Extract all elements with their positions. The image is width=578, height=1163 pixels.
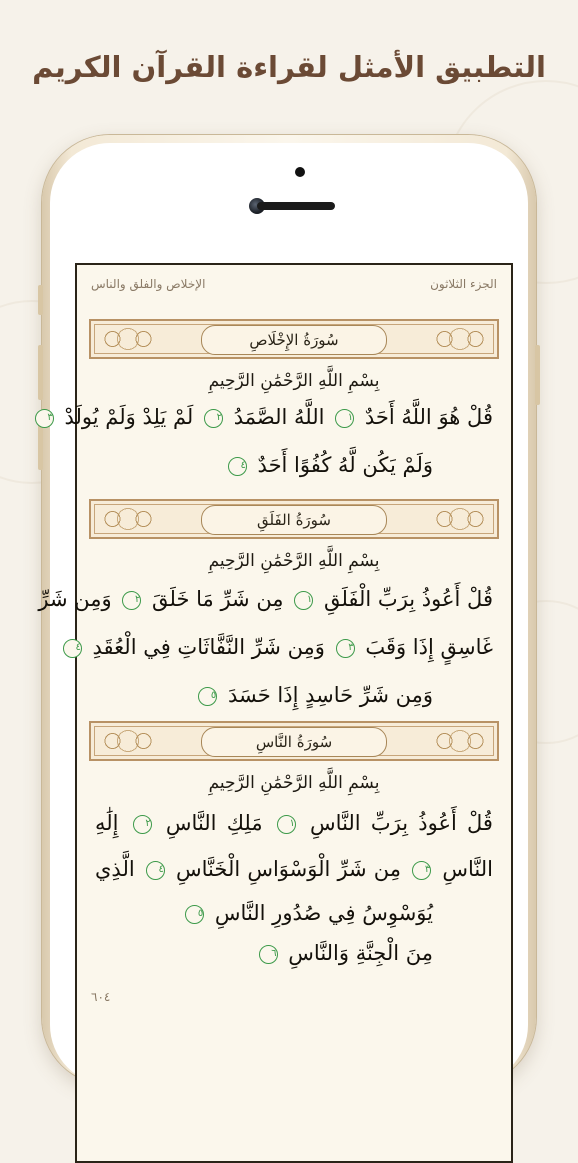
earpiece-speaker xyxy=(257,202,335,210)
verse-text: قُلْ أَعُوذُ بِرَبِّ الْفَلَقِ xyxy=(323,587,493,611)
surah-header-banner xyxy=(89,319,499,359)
verse-text: النَّاسِ xyxy=(442,857,493,881)
surah-title: سُورَةُ النَّاسِ xyxy=(201,727,387,757)
verse-line[interactable] xyxy=(95,941,493,965)
ayah-number-icon[interactable]: ٤ xyxy=(63,639,82,658)
ayah-number-icon[interactable]: ٤ xyxy=(146,861,165,880)
verse-line[interactable] xyxy=(75,635,493,659)
surah-header-banner xyxy=(89,499,499,539)
verse-text: مَلِكِ النَّاسِ xyxy=(165,811,263,835)
page-number: ٦٠٤ xyxy=(91,990,111,1004)
volume-button xyxy=(38,285,43,315)
verse-line[interactable] xyxy=(95,901,493,925)
phone-bezel xyxy=(38,143,528,1085)
basmala: بِسْمِ اللَّهِ الرَّحْمَٰنِ الرَّحِيمِ xyxy=(208,551,380,571)
ayah-number-icon[interactable]: ١ xyxy=(294,591,313,610)
promo-headline: التطبيق الأمثل لقراءة القرآن الكريم xyxy=(32,50,546,84)
verse-text: قُلْ أَعُوذُ بِرَبِّ النَّاسِ xyxy=(310,811,493,835)
ayah-number-icon[interactable]: ١ xyxy=(277,815,296,834)
verse-text: مِن شَرِّ الْوَسْوَاسِ الْخَنَّاسِ xyxy=(176,857,402,881)
verse-text: وَمِن شَرِّ حَاسِدٍ إِذَا حَسَدَ xyxy=(227,683,433,707)
verse-line[interactable] xyxy=(95,857,493,881)
ornament-icon xyxy=(97,505,159,533)
surah-names-label: الإخلاص والفلق والناس xyxy=(91,277,206,291)
ornament-icon xyxy=(97,325,159,353)
verse-line[interactable] xyxy=(47,405,493,429)
ayah-number-icon[interactable]: ٦ xyxy=(259,945,278,964)
proximity-sensor xyxy=(295,167,305,177)
ornament-icon xyxy=(429,325,491,353)
surah-title: سُورَةُ الإِخْلَاصِ xyxy=(201,325,387,355)
surah-title: سُورَةُ الفَلَقِ xyxy=(201,505,387,535)
verse-line[interactable] xyxy=(95,453,493,477)
verse-line[interactable] xyxy=(38,587,493,611)
mushaf-page[interactable] xyxy=(38,263,513,1163)
ayah-number-icon[interactable]: ٣ xyxy=(336,639,355,658)
ornament-icon xyxy=(429,727,491,755)
surah-header-banner xyxy=(89,721,499,761)
ayah-number-icon[interactable]: ٥ xyxy=(198,687,217,706)
phone-frame xyxy=(38,135,536,1085)
power-button xyxy=(535,345,540,405)
verse-text: وَلَمْ يَكُن لَّهُ كُفُوًا أَحَدٌ xyxy=(257,453,433,477)
basmala: بِسْمِ اللَّهِ الرَّحْمَٰنِ الرَّحِيمِ xyxy=(208,773,380,793)
basmala: بِسْمِ اللَّهِ الرَّحْمَٰنِ الرَّحِيمِ xyxy=(208,371,380,391)
ayah-number-icon[interactable]: ١ xyxy=(335,409,354,428)
ayah-number-icon[interactable]: ٥ xyxy=(185,905,204,924)
verse-line[interactable] xyxy=(95,683,493,707)
verse-text: مِن شَرِّ مَا خَلَقَ xyxy=(152,587,284,611)
verse-text: وَمِن شَرِّ النَّفَّاثَاتِ فِي الْعُقَدِ xyxy=(92,635,325,659)
verse-text: وَمِن شَرِّ xyxy=(38,587,112,611)
ayah-number-icon[interactable]: ٢ xyxy=(122,591,141,610)
verse-text: يُوَسْوِسُ فِي صُدُورِ النَّاسِ xyxy=(214,901,433,925)
verse-text: غَاسِقٍ إِذَا وَقَبَ xyxy=(365,635,493,659)
ayah-number-icon[interactable]: ٢ xyxy=(204,409,223,428)
ayah-number-icon[interactable]: ٢ xyxy=(133,815,152,834)
verse-text: لَمْ يَلِدْ وَلَمْ يُولَدْ xyxy=(64,405,194,429)
verse-text: الَّذِي xyxy=(95,857,135,881)
verse-text: إِلَٰهِ xyxy=(95,811,119,835)
volume-button xyxy=(38,345,43,400)
ayah-number-icon[interactable]: ٣ xyxy=(35,409,54,428)
ornament-icon xyxy=(429,505,491,533)
juz-label: الجزء الثلاثون xyxy=(430,277,497,291)
ornament-icon xyxy=(97,727,159,755)
verse-text: مِنَ الْجِنَّةِ وَالنَّاسِ xyxy=(288,941,433,965)
ayah-number-icon[interactable]: ٣ xyxy=(412,861,431,880)
verse-line[interactable] xyxy=(95,811,493,835)
ayah-number-icon[interactable]: ٤ xyxy=(228,457,247,476)
verse-text: قُلْ هُوَ اللَّهُ أَحَدٌ xyxy=(364,405,493,429)
verse-text: اللَّهُ الصَّمَدُ xyxy=(233,405,325,429)
